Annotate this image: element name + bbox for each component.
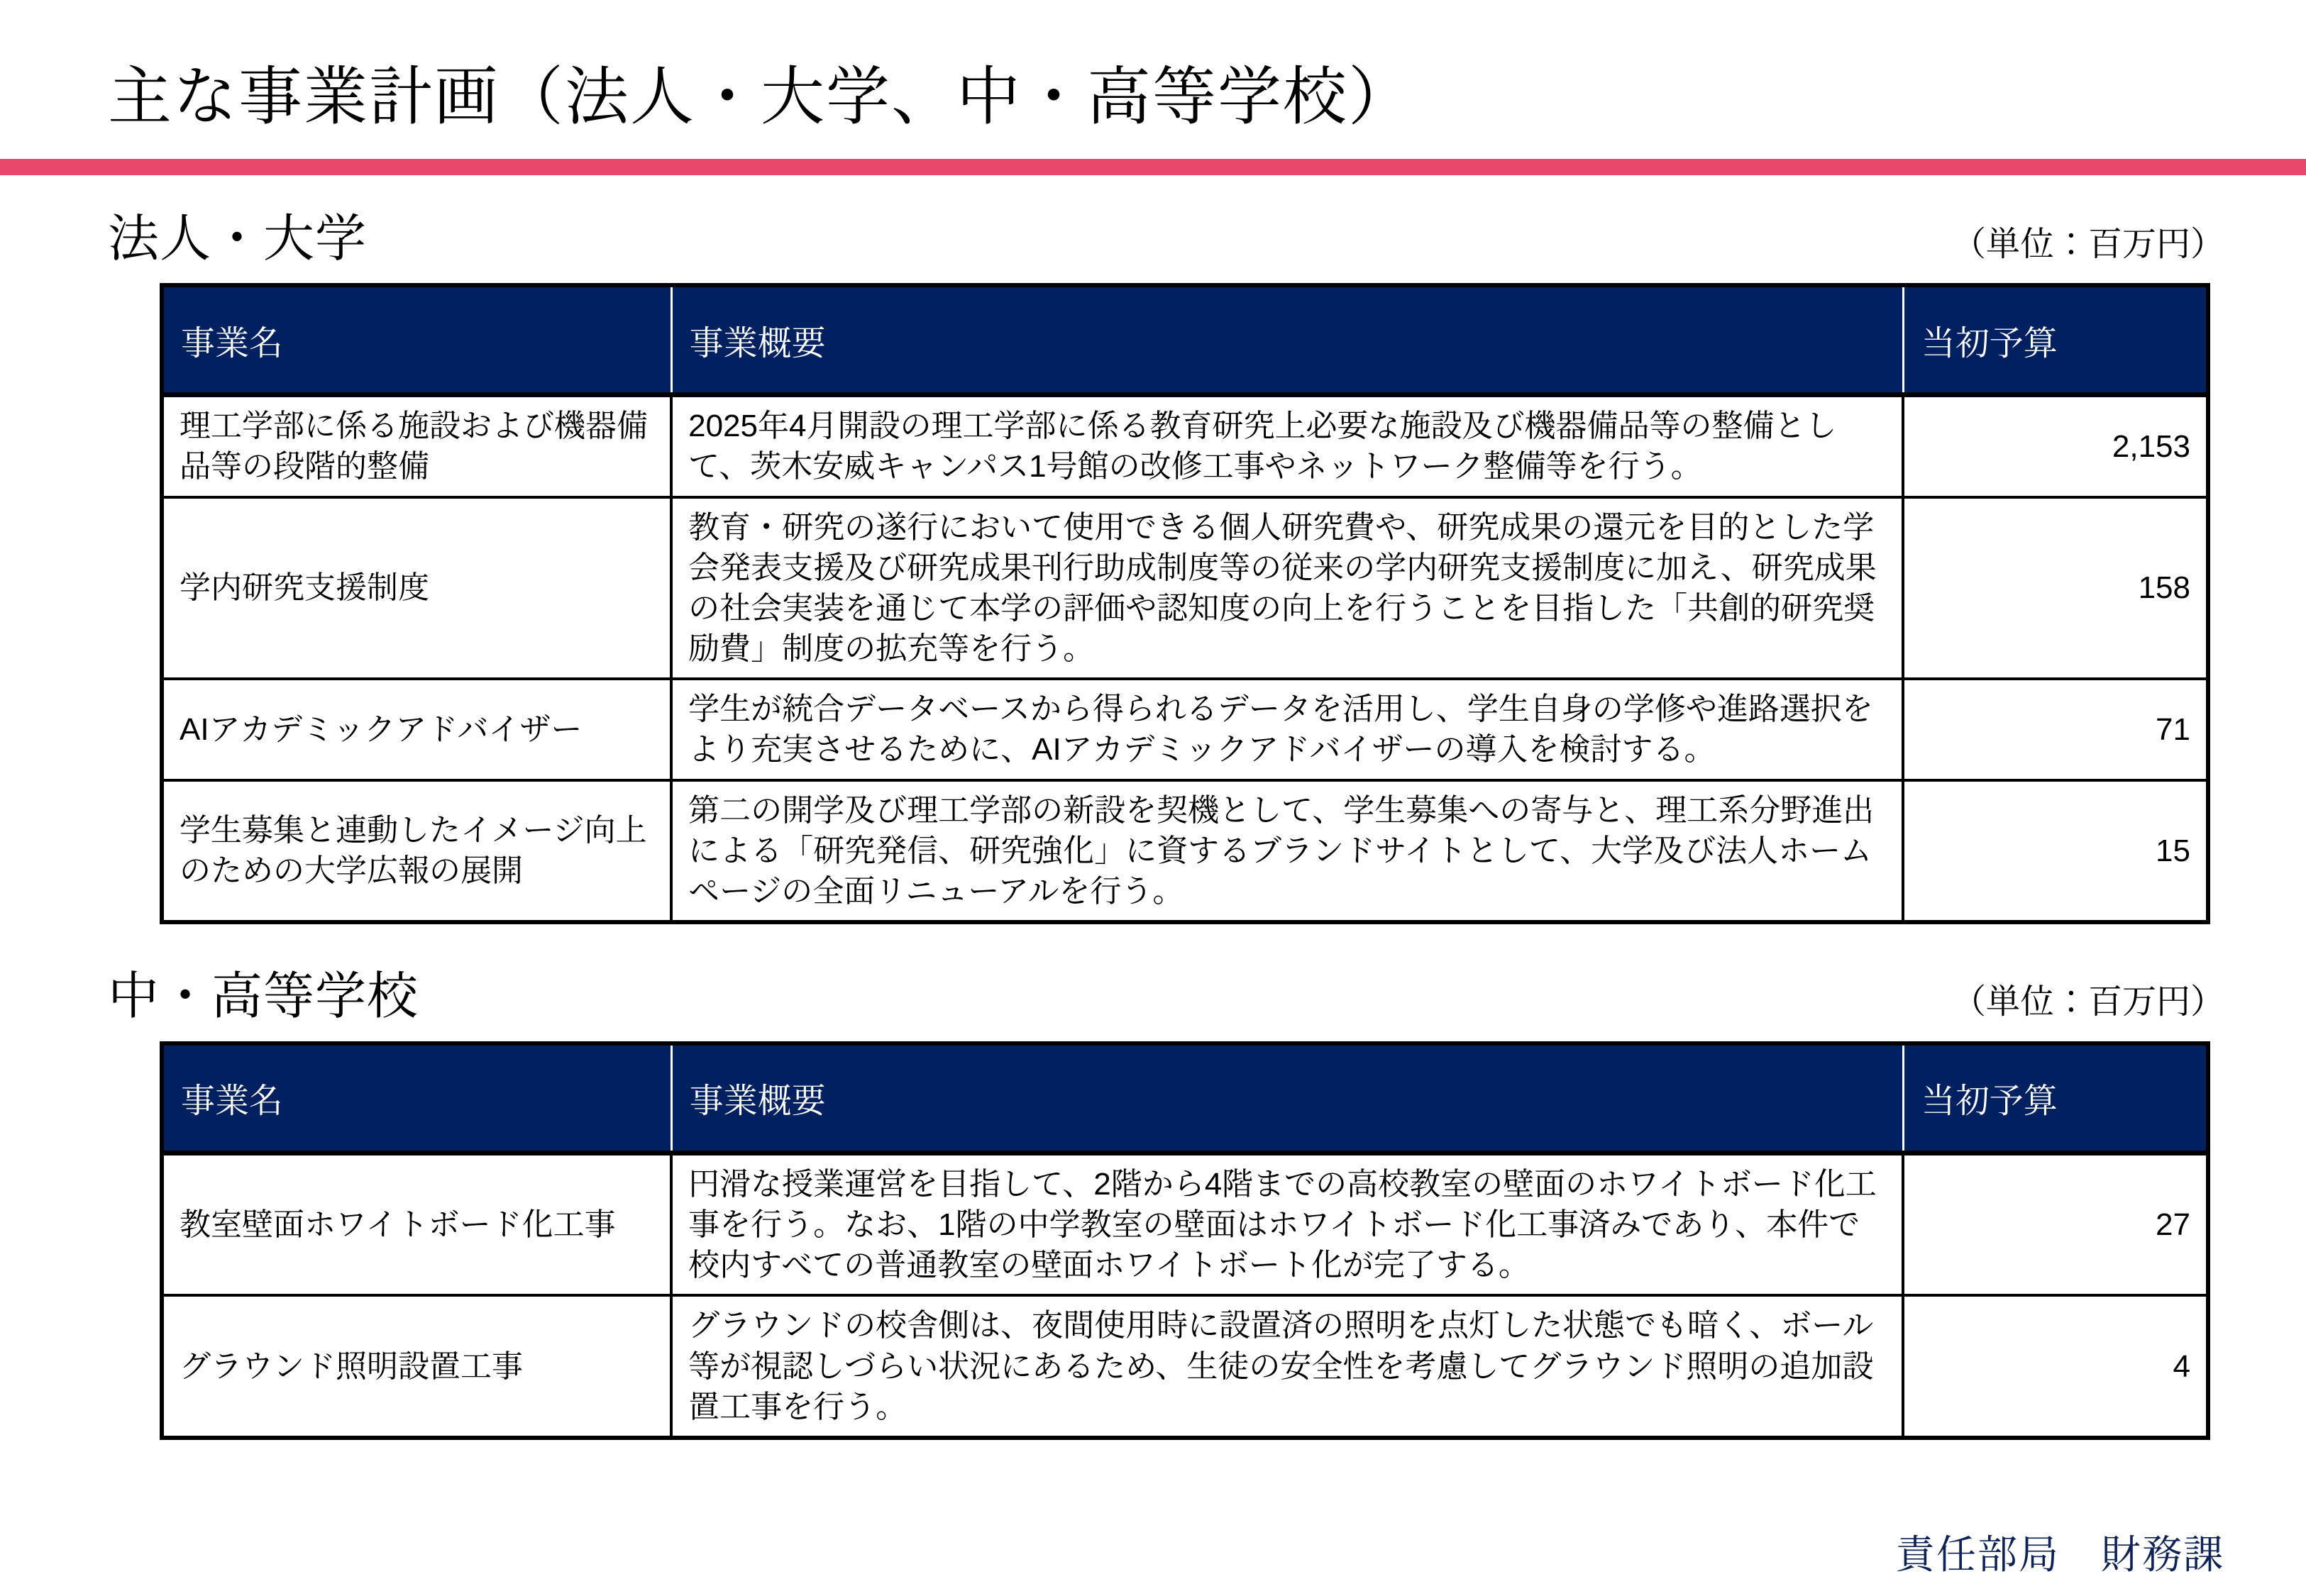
column-header-project-name: 事業名 (162, 1043, 671, 1153)
section-header-jr-sr-high (108, 968, 2224, 1026)
column-header-initial-budget: 当初予算 (1903, 285, 2208, 395)
project-summary-cell: 2025年4月開設の理工学部に係る教育研究上必要な施設及び機器備品等の整備として、茨木安威キャンパス1号館の改修工事やネットワーク整備等を行う。 (671, 395, 1903, 497)
projects-table-corp-univ (160, 283, 2210, 924)
page-title: 主な事業計画（法人・大学、中・高等学校） (108, 62, 1413, 133)
project-summary-cell: 教育・研究の遂行において使用できる個人研究費や、研究成果の還元を目的とした学会発表支援及び研究成果刊行助成制度等の従来の学内研究支援制度に加え、研究成果の社会実装を通じて本学の評価や認知度の向上を行うことを目指した「共創的研究奨励費」制度の拡充等を行う。 (671, 497, 1903, 680)
responsible-department-credit: 責任部局 財務課 (1895, 1532, 2224, 1577)
project-summary-cell: グラウンドの校舎側は、夜間使用時に設置済の照明を点灯した状態でも暗く、ボール等が視認しづらい状況にあるため、生徒の安全性を考慮してグラウンド照明の追加設置工事を行う。 (671, 1295, 1903, 1438)
table-row (162, 395, 2208, 497)
unit-label-jr-sr-high: （単位：百万円） (1951, 983, 2224, 1021)
table-row (162, 1153, 2208, 1295)
project-name-cell: グラウンド照明設置工事 (162, 1295, 671, 1438)
projects-table-jr-sr-high (160, 1041, 2210, 1440)
project-name-cell: 学生募集と連動したイメージ向上のための大学広報の展開 (162, 780, 671, 923)
project-summary-cell: 円滑な授業運営を目指して、2階から4階までの高校教室の壁面のホワイトボード化工事を行う。なお、1階の中学教室の壁面はホワイトボード化工事済みであり、本件で校内すべての普通教室の壁面ホワイトボート化が完了する。 (671, 1153, 1903, 1295)
column-header-project-summary: 事業概要 (671, 285, 1903, 395)
table-row (162, 497, 2208, 680)
budget-cell: 15 (1903, 780, 2208, 923)
budget-cell: 71 (1903, 679, 2208, 780)
column-header-initial-budget: 当初予算 (1903, 1043, 2208, 1153)
project-name-cell: 学内研究支援制度 (162, 497, 671, 680)
budget-cell: 158 (1903, 497, 2208, 680)
column-header-project-name: 事業名 (162, 285, 671, 395)
project-name-cell: AIアカデミックアドバイザー (162, 679, 671, 780)
unit-label-corp-univ: （単位：百万円） (1951, 225, 2224, 263)
table-header-row (162, 285, 2208, 395)
table-row (162, 1295, 2208, 1438)
section-heading-jr-sr-high: 中・高等学校 (108, 968, 419, 1026)
project-name-cell: 理工学部に係る施設および機器備品等の段階的整備 (162, 395, 671, 497)
section-heading-corp-univ: 法人・大学 (108, 210, 368, 267)
project-summary-cell: 学生が統合データベースから得られるデータを活用し、学生自身の学修や進路選択をより充実させるために、AIアカデミックアドバイザーの導入を検討する。 (671, 679, 1903, 780)
section-header-corp-univ (108, 211, 2224, 268)
project-summary-cell: 第二の開学及び理工学部の新設を契機として、学生募集への寄与と、理工系分野進出による「研究発信、研究強化」に資するブランドサイトとして、大学及び法人ホームページの全面リニューアルを行う。 (671, 780, 1903, 923)
table-row (162, 679, 2208, 780)
table-header-row (162, 1043, 2208, 1153)
title-accent-bar (0, 159, 2306, 175)
budget-cell: 27 (1903, 1153, 2208, 1295)
table-row (162, 780, 2208, 923)
project-name-cell: 教室壁面ホワイトボード化工事 (162, 1153, 671, 1295)
column-header-project-summary: 事業概要 (671, 1043, 1903, 1153)
budget-cell: 4 (1903, 1295, 2208, 1438)
budget-cell: 2,153 (1903, 395, 2208, 497)
